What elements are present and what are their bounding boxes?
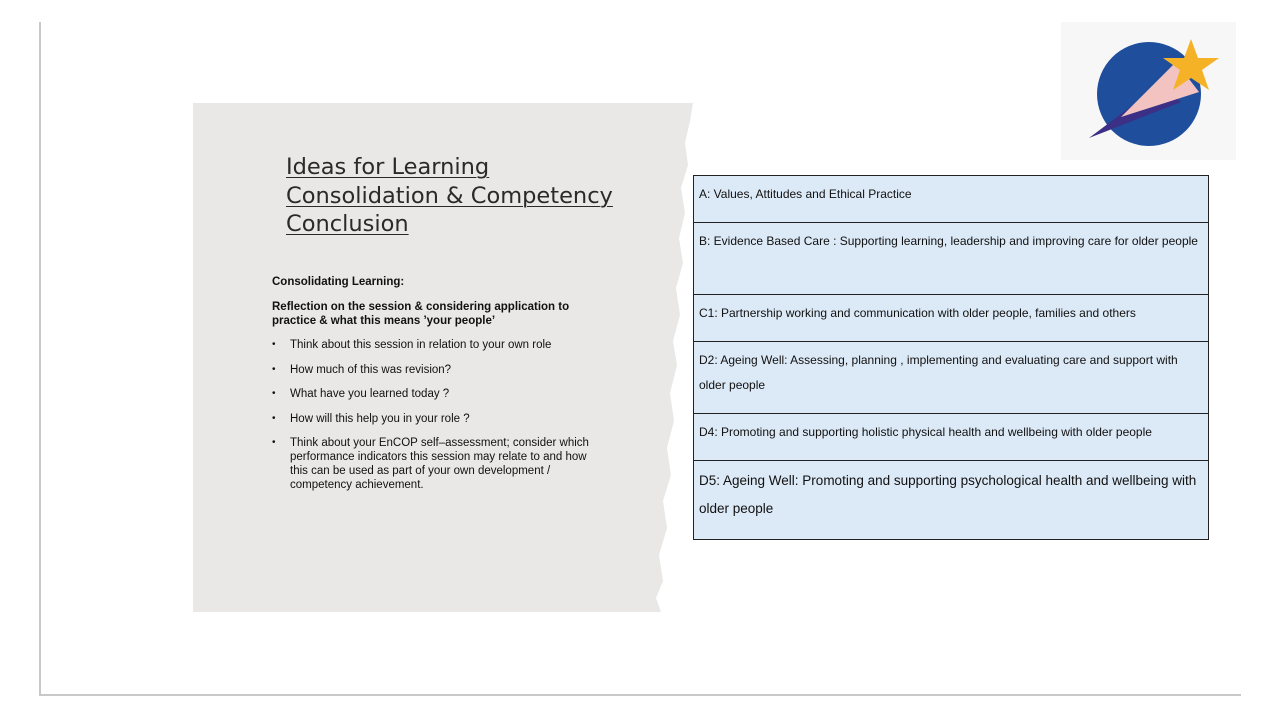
list-item-text: Think about this session in relation to your own role (290, 339, 552, 351)
list-item (272, 338, 607, 352)
title-line: Conclusion (286, 211, 409, 237)
bullet-icon: • (272, 339, 276, 350)
competency-row-d2: D2: Ageing Well: Assessing, planning , implementing and evaluating care and support with older people (694, 342, 1208, 414)
list-item-text: What have you learned today ? (290, 388, 450, 400)
consolidating-heading: Consolidating Learning: (272, 276, 405, 288)
list-item-text: How will this help you in your role ? (290, 412, 470, 425)
logo (1061, 22, 1236, 160)
bullet-list (272, 338, 607, 503)
competency-row-d4: D4: Promoting and supporting holistic physical health and wellbeing with older people (694, 414, 1208, 461)
competency-row-d5: D5: Ageing Well: Promoting and supporting psychological health and wellbeing with older people (699, 473, 1197, 516)
list-item-text: How much of this was revision? (290, 363, 452, 376)
list-item (272, 387, 607, 401)
shooting-star-logo-icon (1061, 22, 1236, 160)
competency-row-a: A: Values, Attitudes and Ethical Practice (694, 176, 1208, 223)
bullet-icon: • (272, 388, 276, 399)
list-item-text: Think about your EnCOP self–assessment; consider which performance indicators this session may relate to and how this can be used as part of your own development / competency achievement. (290, 437, 589, 491)
reflection-text: Reflection on the session & considering application to practice & what this means ’your people’ (272, 301, 570, 327)
title-line: Consolidation & Competency (286, 182, 613, 209)
list-item (272, 412, 607, 426)
slide-title (286, 153, 646, 239)
competency-row-b: B: Evidence Based Care : Supporting learning, leadership and improving care for older people (694, 223, 1208, 295)
bullet-icon: • (272, 437, 276, 448)
list-item (272, 363, 607, 377)
bullet-icon: • (272, 412, 276, 424)
title-line: Ideas for Learning (286, 154, 490, 180)
competency-table (693, 175, 1209, 540)
competency-row-c1: C1: Partnership working and communication with older people, families and others (694, 295, 1208, 342)
list-item (272, 436, 607, 492)
bullet-icon: • (272, 363, 276, 375)
